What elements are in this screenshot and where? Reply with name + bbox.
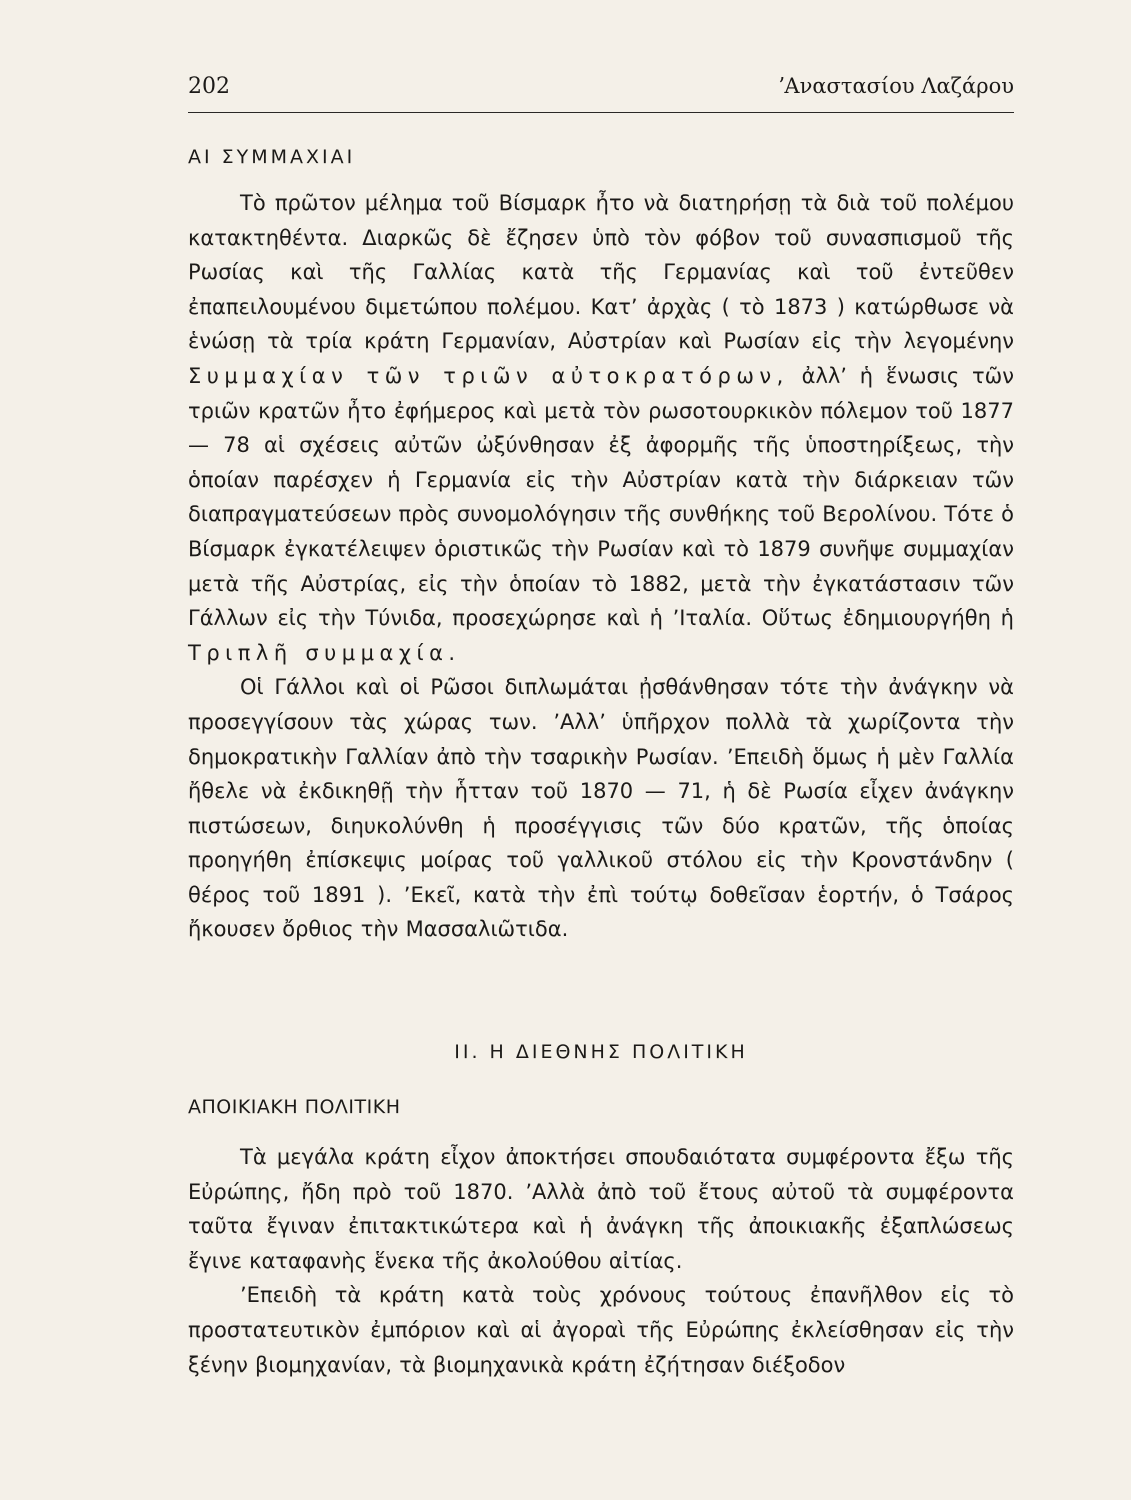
alliances-body [188,186,1014,947]
emphasized-term: Τριπλῆ συμμαχία. [188,640,461,665]
paragraph: ʼΕπειδὴ τὰ κράτη κατὰ τοὺς χρόνους τούτους ἐπανῆλθον εἰς τὸ προστατευτικὸν ἐμπόριον καὶ αἱ ἀγοραὶ τῆς Εὐρώπης ἐκλείσθησαν εἰς τὴν ξένην βιομηχανίαν, τὰ βιομηχανικὰ κράτη ἐζήτησαν διέξοδον [188,1283,1014,1377]
paragraph: Τὰ μεγάλα κράτη εἶχον ἀποκτήσει σπουδαιότατα συμφέροντα ἔξω τῆς Εὐρώπης, ἤδη πρὸ τοῦ 1870. ʼΑλλὰ ἀπὸ τοῦ ἔτους αὐτοῦ τὰ συμφέροντα ταῦτα ἔγιναν ἐπιτακτικώτερα καὶ ἡ ἀνάγκη τῆς ἀποικιακῆς ἐξαπλώσεως ἔγινε καταφανὴς ἕνεκα τῆς ἀκολούθου αἰτίας. [188,1145,1014,1273]
emphasized-term: Συμμαχίαν τῶν τριῶν αὐτοκρατόρων, [188,363,789,388]
paragraph-text: ἀλλʼ ἡ ἕνωσις τῶν τριῶν κρατῶν ἦτο ἐφήμερος καὶ μετὰ τὸν ρωσοτουρκικὸν πόλεμον τοῦ 1877 — 78 αἱ σχέσεις αὐτῶν ὠξύνθησαν ἐξ ἀφορμῆς τῆς ὑποστηρίξεως, τὴν ὁποίαν παρέσχεν ἡ Γερμανία εἰς τὴν Αὐστρίαν κατὰ τὴν διάρκειαν τῶν διαπραγματεύσεων πρὸς συνομολόγησιν τῆς συνθήκης τοῦ Βερολίνου. Τότε ὁ Βίσμαρκ ἐγκατέλειψεν ὁριστικῶς τὴν Ρωσίαν καὶ τὸ 1879 συνῆψε συμμαχίαν μετὰ τῆς Αὐστρίας, εἰς τὴν ὁποίαν τὸ 1882, μετὰ τὴν ἐγκατάστασιν τῶν Γάλλων εἰς τὴν Τύνιδα, προσεχώρησε καὶ ἡ ʼΙταλία. Οὕτως ἐδημιουργήθη ἡ [188,363,1014,631]
section-heading-colonial: ΑΠΟΙΚΙΑΚΗ ΠΟΛΙΤΙΚΗ [188,1096,401,1118]
paragraph: Οἱ Γάλλοι καὶ οἱ Ρῶσοι διπλωμάται ᾐσθάνθησαν τότε τὴν ἀνάγκην νὰ προσεγγίσουν τὰς χώρας των. ʼΑλλʼ ὑπῆρχον πολλὰ τὰ χωρίζοντα τὴν δημοκρατικὴν Γαλλίαν ἀπὸ τὴν τσαρικὴν Ρωσίαν. ʼΕπειδὴ ὅμως ἡ μὲν Γαλλία ἤθελε νὰ ἐκδικηθῇ τὴν ἧτταν τοῦ 1870 — 71, ἡ δὲ Ρωσία εἶχεν ἀνάγκην πιστώσεων, διηυκολύνθη ἡ προσέγγισις τῶν δύο κρατῶν, τῆς ὁποίας προηγήθη ἐπίσκεψις μοίρας τοῦ γαλλικοῦ στόλου εἰς τὴν Κρονστάνδην ( θέρος τοῦ 1891 ). ʼΕκεῖ, κατὰ τὴν ἐπὶ τούτῳ δοθεῖσαν ἑορτήν, ὁ Τσάρος ἤκουσεν ὄρθιος τὴν Μασσαλιῶτιδα. [188,675,1014,942]
running-author: ʼΑναστασίου Λαζάρου [777,74,1014,98]
header-rule [188,112,1014,113]
alliances-section [188,142,1014,172]
page-number: 202 [188,74,230,99]
paragraph-text: Τὸ πρῶτον μέλημα τοῦ Βίσμαρκ ἦτο νὰ διατηρήσῃ τὰ διὰ τοῦ πολέμου κατακτηθέντα. Διαρκῶς δὲ ἔζησεν ὑπὸ τὸν φόβον τοῦ συνασπισμοῦ τῆς Ρωσίας καὶ τῆς Γαλλίας κατὰ τῆς Γερμανίας καὶ τοῦ ἐντεῦθεν ἐπαπειλουμένου διμετώπου πολέμου. Κατʼ ἀρχὰς ( τὸ 1873 ) κατώρθωσε νὰ ἑνώσῃ τὰ τρία κράτη Γερμανίαν, Αὐστρίαν καὶ Ρωσίαν εἰς τὴν λεγομένην [188,191,1014,354]
policy-section [188,1037,1014,1067]
colonial-section [188,1092,1014,1122]
colonial-body [188,1140,1014,1382]
section-heading-alliances: ΑΙ ΣΥΜΜΑΧΙΑΙ [188,146,356,168]
section-heading-policy: ΙΙ. Η ΔΙΕΘΝΗΣ ΠΟΛΙΤΙΚΗ [454,1041,748,1063]
running-head [188,70,1014,110]
paragraph [188,186,1014,670]
